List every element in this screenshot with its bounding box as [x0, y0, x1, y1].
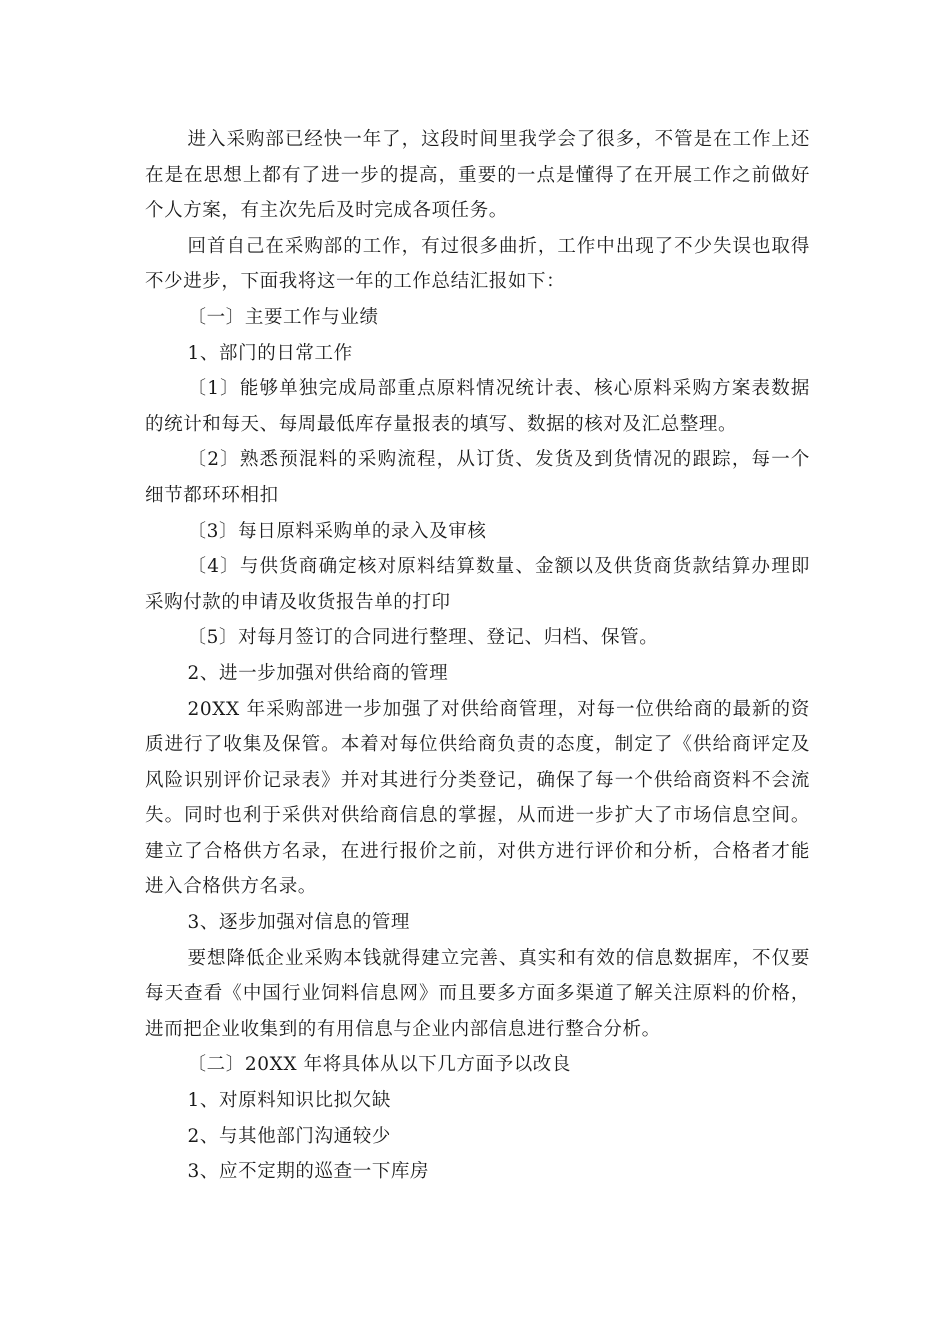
section-heading-improvements: 〔二〕20XX 年将具体从以下几方面予以改良	[187, 1054, 572, 1076]
review-paragraph: 回首自己在采购部的工作，有过很多曲折，工作中出现了不少失误也取得不少进步，下面我将这一年的工作总结汇报如下：	[145, 235, 810, 293]
subheading-supplier-management: 2、进一步加强对供给商的管理	[187, 662, 449, 684]
list-item: 1、对原料知识比拟欠缺	[187, 1090, 391, 1112]
list-item: 2、与其他部门沟通较少	[187, 1125, 391, 1147]
list-item: 3、应不定期的巡查一下库房	[187, 1161, 430, 1183]
document-body	[145, 122, 810, 1190]
list-item: 〔1〕能够单独完成局部重点原料情况统计表、核心原料采购方案表数据的统计和每天、每周最低库存量报表的填写、数据的核对及汇总整理。	[145, 378, 810, 435]
information-paragraph: 要想降低企业采购本钱就得建立完善、真实和有效的信息数据库，不仅要每天查看《中国行业饲料信息网》而且要多方面多渠道了解关注原料的价格，进而把企业收集到的有用信息与企业内部信息进行整合分析。	[145, 947, 810, 1040]
subheading-daily-work: 1、部门的日常工作	[187, 342, 353, 364]
supplier-paragraph: 20XX 年采购部进一步加强了对供给商管理，对每一位供给商的最新的资质进行了收集及保管。本着对每位供给商负责的态度，制定了《供给商评定及风险识别评价记录表》并对其进行分类登记，确保了每一个供给商资料不会流失。同时也利于采供对供给商信息的掌握，从而进一步扩大了市场信息空间。建立了合格供方名录，在进行报价之前，对供方进行评价和分析，合格者才能进入合格供方名录。	[145, 698, 810, 898]
subheading-information-management: 3、逐步加强对信息的管理	[187, 912, 411, 934]
list-item: 〔4〕与供货商确定核对原料结算数量、金额以及供货商货款结算办理即采购付款的申请及收货报告单的打印	[145, 556, 810, 613]
list-item: 〔3〕每日原料采购单的录入及审核	[187, 520, 487, 542]
list-item: 〔2〕熟悉预混料的采购流程，从订货、发货及到货情况的跟踪，每一个细节都环环相扣	[145, 449, 810, 506]
intro-paragraph: 进入采购部已经快一年了，这段时间里我学会了很多，不管是在工作上还在是在思想上都有了进一步的提高，重要的一点是懂得了在开展工作之前做好个人方案，有主次先后及时完成各项任务。	[145, 129, 810, 222]
list-item: 〔5〕对每月签订的合同进行整理、登记、归档、保管。	[187, 627, 659, 649]
section-heading-main-work: 〔一〕主要工作与业绩	[187, 306, 379, 328]
